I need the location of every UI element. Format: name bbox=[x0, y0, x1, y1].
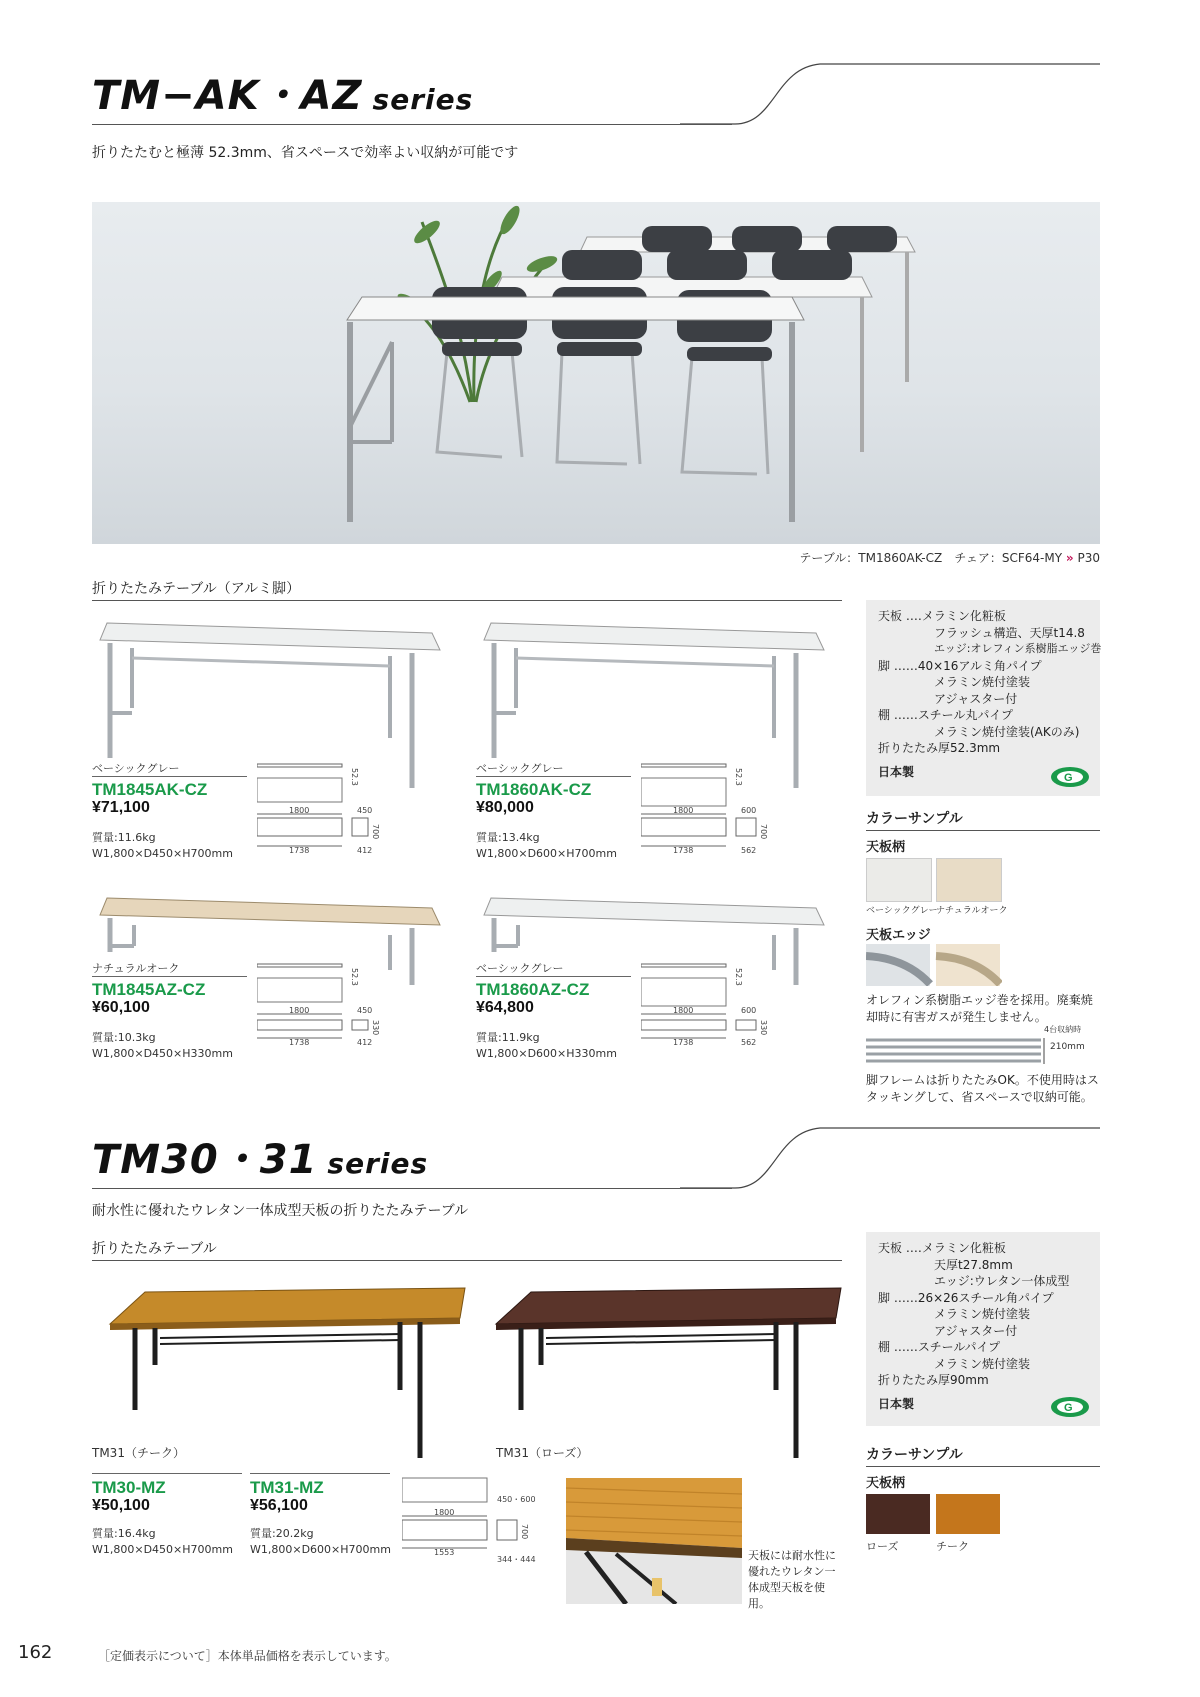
dim-inner-width: 1738 bbox=[673, 1038, 694, 1047]
hero-photo bbox=[92, 202, 1100, 544]
dim-depth: 450・600 bbox=[497, 1495, 536, 1504]
made-in-label: 日本製 bbox=[878, 1396, 915, 1411]
spec-row: 天板 ‥‥メラミン化粧板 bbox=[878, 609, 1006, 623]
dim-depth: 600 bbox=[741, 1006, 757, 1015]
dim-height: 330 bbox=[759, 1020, 768, 1036]
divider bbox=[92, 1473, 242, 1474]
dim-inner-width: 1738 bbox=[289, 1038, 310, 1047]
product-size-tm31: W1,800×D600×H700mm bbox=[250, 1543, 391, 1556]
swatch-label-rose: ローズ bbox=[866, 1540, 899, 1553]
spec-row: 脚 ‥‥‥26×26スチール角パイプ bbox=[878, 1290, 1054, 1305]
dimension-drawing bbox=[257, 958, 447, 1068]
dim-height: 700 bbox=[520, 1524, 529, 1540]
color-sample-rule bbox=[866, 1466, 1100, 1467]
color-sample-rule bbox=[866, 830, 1100, 831]
spec-row: メラミン焼付塗装(AKのみ) bbox=[934, 724, 1080, 739]
spec-row: 折りたたみ厚52.3mm bbox=[878, 741, 1001, 755]
dimension-drawing bbox=[257, 758, 447, 868]
dim-depth: 450 bbox=[357, 1006, 373, 1015]
product-price-tm31: ¥56,100 bbox=[250, 1497, 308, 1514]
svg-text:G: G bbox=[1064, 772, 1073, 784]
product-size-tm30: W1,800×D450×H700mm bbox=[92, 1543, 233, 1556]
detail-photo-edge bbox=[566, 1478, 742, 1604]
dim-inner-depth: 562 bbox=[741, 846, 757, 855]
edge-note: オレフィン系樹脂エッジ巻を採用。廃棄焼却時に有害ガスが発生しません。 bbox=[866, 993, 1093, 1024]
product-image-tm31-teak bbox=[100, 1280, 470, 1460]
title-underline bbox=[92, 1188, 732, 1189]
detail-note: 天板には耐水性に優れたウレタン一体成型天板を使用。 bbox=[748, 1549, 836, 1610]
product-weight: 質量:11.9kg bbox=[476, 1031, 540, 1044]
divider bbox=[476, 776, 631, 777]
product-size: W1,800×D450×H330mm bbox=[92, 1047, 233, 1060]
product-weight-tm30: 質量:16.4kg bbox=[92, 1527, 156, 1540]
section-title-tm30-31: TM30・31 series bbox=[92, 1137, 429, 1183]
product-price: ¥64,800 bbox=[476, 999, 534, 1016]
hero-photo-illustration bbox=[92, 202, 1100, 544]
dim-inner-width: 1738 bbox=[673, 846, 694, 855]
edge-heading: 天板エッジ bbox=[866, 928, 931, 943]
dim-width: 1800 bbox=[673, 806, 694, 815]
product-weight: 質量:11.6kg bbox=[92, 831, 156, 844]
spec-rows bbox=[878, 608, 1102, 757]
divider bbox=[476, 976, 631, 977]
header-swoosh-line bbox=[680, 60, 1100, 130]
dimension-drawing bbox=[641, 958, 831, 1068]
product-size: W1,800×D450×H700mm bbox=[92, 847, 233, 860]
spec-row: 棚 ‥‥‥スチールパイプ bbox=[878, 1340, 1001, 1354]
photo-caption: テーブル：TM1860AK-CZ チェア：SCF64-MY » P30 bbox=[799, 551, 1100, 565]
spec-row: メラミン焼付塗装 bbox=[934, 1356, 1031, 1371]
green-mark-icon bbox=[1050, 766, 1090, 788]
dim-thick: 52.3 bbox=[350, 768, 359, 786]
product-size: W1,800×D600×H700mm bbox=[476, 847, 617, 860]
dim-inner-width: 1553 bbox=[434, 1548, 455, 1557]
product-card-tm1845az bbox=[92, 880, 452, 1080]
dim-width: 1800 bbox=[289, 806, 310, 815]
product-weight-tm31: 質量:20.2kg bbox=[250, 1527, 314, 1540]
svg-text:G: G bbox=[1064, 1402, 1073, 1414]
photo-caption-page-ref[interactable]: P30 bbox=[1077, 551, 1100, 565]
product-price: ¥71,100 bbox=[92, 799, 150, 816]
product-color-label: ベーシックグレー bbox=[476, 962, 564, 975]
made-in-label: 日本製 bbox=[878, 764, 915, 779]
product-size: W1,800×D600×H330mm bbox=[476, 1047, 617, 1060]
swatch-teak bbox=[936, 1494, 1000, 1534]
dim-inner-depth: 412 bbox=[357, 1038, 373, 1047]
product-model-tm30: TM30-MZ bbox=[92, 1478, 166, 1497]
series-suffix: series bbox=[327, 1147, 429, 1180]
swatch-rose bbox=[866, 1494, 930, 1534]
spec-row: 折りたたみ厚90mm bbox=[878, 1373, 989, 1387]
product-card-tm1860az bbox=[476, 880, 836, 1080]
footer-note: ［定価表示について］本体単品価格を表示しています。 bbox=[98, 1649, 397, 1663]
product-model: TM1860AK-CZ bbox=[476, 780, 592, 799]
stack-note: 脚フレームは折りたたみOK。不使用時はスタッキングして、省スペースで収納可能。 bbox=[866, 1073, 1099, 1104]
subhead-aluminum-tables: 折りたたみテーブル（アルミ脚） bbox=[92, 581, 301, 597]
spec-row: エッジ:オレフィン系樹脂エッジ巻 bbox=[934, 642, 1102, 655]
color-sample-heading: カラーサンプル bbox=[866, 1447, 963, 1463]
dim-height: 700 bbox=[371, 824, 380, 840]
swatch-label-basic-gray: ベーシックグレー bbox=[866, 906, 938, 916]
product-color-label: ベーシックグレー bbox=[92, 762, 180, 775]
dim-depth: 450 bbox=[357, 806, 373, 815]
product-price: ¥60,100 bbox=[92, 999, 150, 1016]
product-price: ¥80,000 bbox=[476, 799, 534, 816]
dim-depth: 600 bbox=[741, 806, 757, 815]
green-mark-icon bbox=[1050, 1396, 1090, 1418]
dim-height: 700 bbox=[759, 824, 768, 840]
image-label-teak: TM31（チーク） bbox=[92, 1446, 185, 1460]
edge-detail-photos bbox=[866, 944, 1002, 986]
dim-inner-width: 1738 bbox=[289, 846, 310, 855]
dim-width: 1800 bbox=[673, 1006, 694, 1015]
subhead-rule bbox=[92, 1260, 842, 1261]
section-lead: 耐水性に優れたウレタン一体成型天板の折りたたみテーブル bbox=[92, 1203, 469, 1219]
product-card-tm1860ak bbox=[476, 618, 836, 868]
product-weight: 質量:10.3kg bbox=[92, 1031, 156, 1044]
stack-label: 4台収納時 bbox=[1044, 1025, 1082, 1034]
spec-row: メラミン焼付塗装 bbox=[934, 675, 1031, 689]
dim-thick: 52.3 bbox=[350, 968, 359, 986]
product-model: TM1845AZ-CZ bbox=[92, 980, 206, 999]
page-ref-arrow-icon: » bbox=[1065, 551, 1074, 565]
product-model: TM1845AK-CZ bbox=[92, 780, 208, 799]
spec-row: アジャスター付 bbox=[934, 691, 1018, 706]
swatch-label-natural-oak: ナチュラルオーク bbox=[936, 906, 1008, 916]
dim-inner-depth: 344・444 bbox=[497, 1555, 536, 1564]
stack-height: 210mm bbox=[1050, 1042, 1085, 1052]
spec-row: メラミン焼付塗装 bbox=[934, 1307, 1031, 1321]
dim-width: 1800 bbox=[289, 1006, 310, 1015]
product-price-tm30: ¥50,100 bbox=[92, 1497, 150, 1514]
top-pattern-heading: 天板柄 bbox=[866, 1476, 906, 1491]
divider bbox=[92, 976, 247, 977]
subhead-folding-tables: 折りたたみテーブル bbox=[92, 1241, 217, 1257]
spec-row: 棚 ‥‥‥スチール丸パイプ bbox=[878, 708, 1014, 722]
spec-row: アジャスター付 bbox=[934, 1323, 1018, 1338]
product-model: TM1860AZ-CZ bbox=[476, 980, 590, 999]
spec-box-tm30-31 bbox=[866, 1232, 1100, 1426]
divider bbox=[92, 776, 247, 777]
product-model-tm31: TM31-MZ bbox=[250, 1478, 324, 1497]
color-sample-heading: カラーサンプル bbox=[866, 811, 963, 827]
series-suffix: series bbox=[372, 83, 474, 116]
spec-rows bbox=[878, 1240, 1088, 1389]
product-image-tm31-rose bbox=[486, 1280, 846, 1460]
spec-row: 天板 ‥‥メラミン化粧板 bbox=[878, 1241, 1006, 1255]
product-card-tm1845ak bbox=[92, 618, 452, 868]
subhead-rule bbox=[92, 600, 842, 601]
spec-row: 天厚t27.8mm bbox=[934, 1257, 1013, 1272]
product-weight: 質量:13.4kg bbox=[476, 831, 540, 844]
product-color-label: ベーシックグレー bbox=[476, 762, 564, 775]
header-swoosh-line bbox=[680, 1124, 1100, 1194]
image-label-rose: TM31（ローズ） bbox=[496, 1446, 589, 1460]
dim-inner-depth: 562 bbox=[741, 1038, 757, 1047]
spec-row: エッジ:ウレタン一体成型 bbox=[934, 1274, 1070, 1288]
stacking-illustration bbox=[866, 1036, 1046, 1066]
swatch-basic-gray bbox=[866, 858, 932, 902]
dim-height: 330 bbox=[371, 1020, 380, 1036]
title-underline bbox=[92, 124, 732, 125]
spec-row: 脚 ‥‥‥40×16アルミ角パイプ bbox=[878, 658, 1042, 673]
dim-inner-depth: 412 bbox=[357, 846, 373, 855]
swatch-label-teak: チーク bbox=[936, 1540, 969, 1553]
dimension-drawing-tm30-31 bbox=[402, 1476, 552, 1566]
page-number: 162 bbox=[18, 1642, 53, 1663]
product-color-label: ナチュラルオーク bbox=[92, 962, 180, 975]
dimension-drawing bbox=[641, 758, 831, 868]
swatch-natural-oak bbox=[936, 858, 1002, 902]
dim-width: 1800 bbox=[434, 1508, 455, 1517]
section-title-tm-ak-az: TM−AK・AZ series bbox=[92, 73, 474, 119]
top-pattern-heading: 天板柄 bbox=[866, 840, 906, 855]
spec-row: フラッシュ構造、天厚t14.8 bbox=[934, 625, 1085, 640]
divider bbox=[250, 1473, 390, 1474]
section-lead: 折りたたむと極薄 52.3mm、省スペースで効率よい収納が可能です bbox=[92, 145, 519, 161]
spec-box-tm-ak-az bbox=[866, 600, 1100, 796]
dim-thick: 52.3 bbox=[734, 768, 743, 786]
dim-thick: 52.3 bbox=[734, 968, 743, 986]
